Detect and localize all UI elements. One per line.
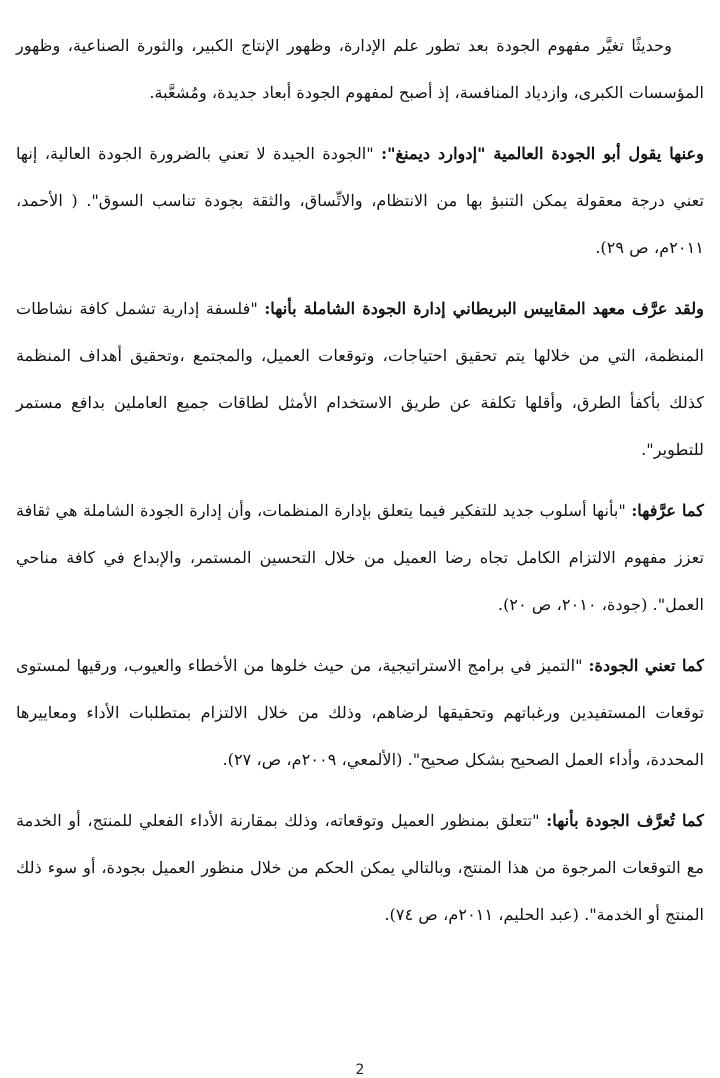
paragraph-text: "تتعلق بمنظور العميل وتوقعاته، وذلك بمقارنة الأداء الفعلي للمنتج، أو الخدمة مع التوقعات المرجوة من هذا المنتج، وبالتالي يمكن الحكم من خلال منظور العميل بجودة، أو سوء ذلك المنتج أو الخدمة". (عبد الحليم، ٢٠١١م، ص ٧٤). [16,811,704,924]
paragraph-lead: ولقد عرَّف معهد المقاييس البريطاني إدارة الجودة الشاملة بأنها: [264,299,704,318]
paragraph-text: "بأنها أسلوب جديد للتفكير فيما يتعلق بإدارة المنظمات، وأن إدارة الجودة الشاملة هي ثقافة تعزز مفهوم الالتزام الكامل تجاه رضا العميل من خلال التحسين المستمر، والإبداع في كافة مناحي العمل". (جودة، ٢٠١٠، ص ٢٠). [16,501,704,614]
paragraph-new-management-style [16,487,704,628]
paragraph-quality-excellence [16,642,704,783]
paragraph-lead: وعنها يقول أبو الجودة العالمية "إدوارد ديمنغ": [381,144,704,163]
paragraph-modern-quality-concept [16,22,704,116]
paragraph-deming-quote [16,130,704,271]
paragraph-text: "التميز في برامج الاستراتيجية، من حيث خلوها من الأخطاء والعيوب، ورقيها لمستوى توقعات المستفيدين ورغباتهم وتحقيقها لرضاهم، وذلك من خلال الالتزام بمتطلبات الأداء ومعاييرها المحددة، وأداء العمل الصحيح بشكل صحيح". (الألمعي، ٢٠٠٩م، ص، ٢٧). [16,656,704,769]
paragraph-text: "فلسفة إدارية تشمل كافة نشاطات المنظمة، التي من خلالها يتم تحقيق احتياجات، وتوقعات العميل، والمجتمع ،وتحقيق أهداف المنظمة كذلك بأكفأ الطرق، وأقلها تكلفة عن طريق الاستخدام الأمثل لطاقات جميع العاملين بدافع مستمر للتطوير". [16,299,704,459]
paragraph-lead: كما عرَّفها: [631,501,704,520]
paragraph-customer-perspective [16,797,704,938]
paragraph-british-standards-definition [16,285,704,473]
paragraph-text: "الجودة الجيدة لا تعني بالضرورة الجودة العالية، إنها تعني درجة معقولة يمكن التنبؤ بها من الانتظام، والاتِّساق، والثقة بجودة تناسب السوق". ( الأحمد، ٢٠١١م، ص ٢٩). [16,144,704,257]
paragraph-text: وحديثًا تغيَّر مفهوم الجودة بعد تطور علم الإدارة، وظهور الإنتاج الكبير، والثورة الصناعية، وظهور المؤسسات الكبرى، وازدياد المنافسة، إذ أصبح لمفهوم الجودة أبعاد جديدة، ومُشعَّبة. [16,36,704,102]
paragraph-lead: كما تُعرَّف الجودة بأنها: [546,811,704,830]
paragraph-lead: كما تعني الجودة: [588,656,704,675]
page-number: 2 [355,1062,365,1078]
document-page [16,22,704,938]
